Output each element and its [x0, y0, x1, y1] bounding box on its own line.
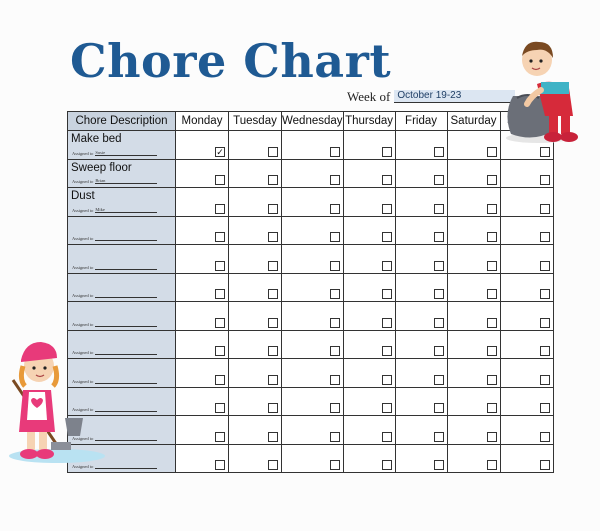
- checkbox[interactable]: [268, 147, 278, 157]
- checkbox[interactable]: [487, 175, 497, 185]
- checkbox[interactable]: [215, 289, 225, 299]
- boy-cleaning-illustration: [493, 34, 583, 146]
- checkbox[interactable]: [540, 175, 550, 185]
- day-cell: [176, 330, 229, 359]
- table-row: [68, 330, 554, 359]
- assigned-to-label: Assigned to: [72, 264, 94, 270]
- assigned-to-label: Assigned to: [72, 321, 94, 327]
- checkbox[interactable]: [330, 147, 340, 157]
- day-cell: [176, 131, 229, 160]
- day-cell: [176, 273, 229, 302]
- checkbox[interactable]: [540, 403, 550, 413]
- day-cell: [395, 245, 447, 274]
- chore-description-cell[interactable]: [68, 302, 176, 331]
- checkbox[interactable]: [434, 147, 444, 157]
- day-cell: [343, 302, 395, 331]
- day-cell: [447, 273, 500, 302]
- header-row: [68, 112, 554, 131]
- day-cell: [447, 216, 500, 245]
- day-cell: [395, 216, 447, 245]
- checkbox[interactable]: [434, 232, 444, 242]
- checkbox[interactable]: [268, 175, 278, 185]
- assigned-to: [72, 207, 157, 213]
- day-cell: [500, 444, 553, 473]
- checkbox[interactable]: [540, 289, 550, 299]
- chore-description-cell[interactable]: [68, 188, 176, 217]
- column-header-saturday: Saturday: [447, 112, 500, 131]
- chore-description-cell[interactable]: [68, 273, 176, 302]
- day-cell: [500, 330, 553, 359]
- day-cell: [500, 302, 553, 331]
- day-cell: [343, 359, 395, 388]
- page-title: Chore Chart: [70, 34, 392, 88]
- checkbox[interactable]: [215, 232, 225, 242]
- day-cell: [176, 416, 229, 445]
- assigned-to-label: Assigned to: [72, 207, 94, 213]
- column-header-thursday: Thursday: [343, 112, 395, 131]
- checkbox[interactable]: [330, 204, 340, 214]
- checkbox[interactable]: [268, 318, 278, 328]
- checkbox[interactable]: [330, 175, 340, 185]
- day-cell: [176, 302, 229, 331]
- day-cell: [343, 245, 395, 274]
- day-cell: [500, 159, 553, 188]
- assigned-to-label: Assigned to: [72, 179, 94, 184]
- chore-description-cell[interactable]: [68, 159, 176, 188]
- week-label: Week of: [347, 89, 391, 104]
- day-cell: [395, 330, 447, 359]
- checkbox[interactable]: [382, 204, 392, 214]
- checkbox[interactable]: [434, 460, 444, 470]
- chore-name: Dust: [71, 190, 95, 202]
- checkbox[interactable]: [540, 318, 550, 328]
- day-cell: [176, 216, 229, 245]
- day-cell: [229, 245, 282, 274]
- column-header-monday: Monday: [176, 112, 229, 131]
- checkbox[interactable]: [540, 204, 550, 214]
- day-cell: [282, 330, 344, 359]
- checkbox[interactable]: [382, 318, 392, 328]
- day-cell: [282, 302, 344, 331]
- checkbox[interactable]: [487, 346, 497, 356]
- checkbox[interactable]: [330, 375, 340, 385]
- table-row: [68, 302, 554, 331]
- checkbox[interactable]: [540, 261, 550, 271]
- table-row: [68, 188, 554, 217]
- checkbox[interactable]: [215, 175, 225, 185]
- day-cell: [447, 302, 500, 331]
- day-cell: [343, 387, 395, 416]
- day-cell: [176, 444, 229, 473]
- day-cell: [447, 359, 500, 388]
- girl-mopping-illustration: [7, 336, 117, 466]
- day-cell: [500, 387, 553, 416]
- day-cell: [282, 131, 344, 160]
- assigned-to-label: Assigned to: [72, 150, 94, 156]
- checkbox[interactable]: [434, 318, 444, 328]
- day-cell: [343, 159, 395, 188]
- checkbox[interactable]: [268, 204, 278, 214]
- day-cell: [343, 216, 395, 245]
- day-cell: [343, 131, 395, 160]
- checkbox[interactable]: [215, 432, 225, 442]
- assigned-to-value[interactable]: Brian: [95, 178, 157, 184]
- checkbox[interactable]: [268, 289, 278, 299]
- checkbox[interactable]: [382, 403, 392, 413]
- checkbox[interactable]: [434, 175, 444, 185]
- day-cell: [395, 302, 447, 331]
- chore-description-cell[interactable]: [68, 245, 176, 274]
- checkbox[interactable]: [268, 261, 278, 271]
- checkbox[interactable]: [268, 375, 278, 385]
- day-cell: [447, 444, 500, 473]
- day-cell: [229, 216, 282, 245]
- day-cell: [282, 444, 344, 473]
- checkbox[interactable]: [330, 261, 340, 271]
- checkbox[interactable]: [382, 460, 392, 470]
- checkbox[interactable]: [330, 289, 340, 299]
- day-cell: [500, 188, 553, 217]
- day-cell: [229, 359, 282, 388]
- checkbox[interactable]: [434, 261, 444, 271]
- day-cell: [395, 273, 447, 302]
- day-cell: [343, 330, 395, 359]
- day-cell: [500, 416, 553, 445]
- day-cell: [500, 216, 553, 245]
- assigned-to-value[interactable]: [95, 292, 157, 298]
- checkbox[interactable]: [268, 232, 278, 242]
- day-cell: [176, 245, 229, 274]
- day-cell: [229, 444, 282, 473]
- checkbox[interactable]: [487, 375, 497, 385]
- day-cell: [282, 245, 344, 274]
- checkbox[interactable]: [487, 318, 497, 328]
- checkbox[interactable]: [487, 204, 497, 214]
- chore-description-cell[interactable]: [68, 131, 176, 160]
- checkbox[interactable]: [434, 204, 444, 214]
- assigned-to-label: Assigned to: [72, 350, 94, 355]
- assigned-to: [72, 264, 157, 270]
- day-cell: [229, 159, 282, 188]
- table-row: [68, 387, 554, 416]
- column-header-friday: Friday: [395, 112, 447, 131]
- assigned-to-value[interactable]: Mike: [95, 207, 157, 213]
- day-cell: [176, 159, 229, 188]
- day-cell: [500, 359, 553, 388]
- day-cell: [395, 444, 447, 473]
- table-row: [68, 131, 554, 160]
- checkbox[interactable]: [540, 232, 550, 242]
- checkbox[interactable]: [330, 432, 340, 442]
- day-cell: [395, 159, 447, 188]
- table-row: [68, 416, 554, 445]
- assigned-to-value[interactable]: [95, 264, 157, 270]
- day-cell: [447, 245, 500, 274]
- checkbox[interactable]: [382, 289, 392, 299]
- checkbox[interactable]: [382, 432, 392, 442]
- column-header-tuesday: Tuesday: [229, 112, 282, 131]
- day-cell: [229, 273, 282, 302]
- table-row: [68, 159, 554, 188]
- assigned-to-label: Assigned to: [72, 464, 94, 469]
- checkbox[interactable]: [330, 232, 340, 242]
- day-cell: [282, 188, 344, 217]
- table-row: [68, 245, 554, 274]
- day-cell: [447, 159, 500, 188]
- table-row: [68, 444, 554, 473]
- day-cell: [229, 387, 282, 416]
- checkbox[interactable]: [487, 289, 497, 299]
- chore-table: [67, 111, 554, 473]
- day-cell: [395, 359, 447, 388]
- checkbox[interactable]: [382, 147, 392, 157]
- table-row: [68, 359, 554, 388]
- day-cell: [176, 387, 229, 416]
- checkbox[interactable]: [487, 403, 497, 413]
- day-cell: [447, 330, 500, 359]
- assigned-to-value[interactable]: Susie: [95, 150, 157, 156]
- assigned-to-label: Assigned to: [72, 378, 94, 384]
- day-cell: [229, 416, 282, 445]
- column-header-wednesday: Wednesday: [282, 112, 344, 131]
- checkbox[interactable]: [268, 432, 278, 442]
- day-cell: [395, 387, 447, 416]
- assigned-to: [72, 321, 157, 327]
- day-cell: [343, 273, 395, 302]
- day-cell: [282, 273, 344, 302]
- day-cell: [282, 216, 344, 245]
- day-cell: [176, 359, 229, 388]
- checkbox[interactable]: [215, 346, 225, 356]
- checkbox[interactable]: ✓: [216, 146, 224, 157]
- checkbox[interactable]: [540, 147, 550, 157]
- checkbox[interactable]: [330, 346, 340, 356]
- table-row: [68, 216, 554, 245]
- day-cell: [343, 444, 395, 473]
- checkbox[interactable]: [540, 432, 550, 442]
- checkbox[interactable]: [487, 261, 497, 271]
- day-cell: [229, 330, 282, 359]
- checkbox[interactable]: [382, 375, 392, 385]
- checkbox[interactable]: [215, 318, 225, 328]
- week-of: [347, 90, 515, 103]
- assigned-to: [72, 235, 157, 241]
- chore-description-cell[interactable]: [68, 216, 176, 245]
- day-cell: [282, 359, 344, 388]
- checkbox[interactable]: [382, 175, 392, 185]
- checkbox[interactable]: [382, 232, 392, 242]
- checkbox[interactable]: [434, 375, 444, 385]
- day-cell: [395, 416, 447, 445]
- chore-name: Make bed: [71, 133, 122, 145]
- checkbox[interactable]: [215, 460, 225, 470]
- checkbox[interactable]: [215, 403, 225, 413]
- checkbox[interactable]: [487, 232, 497, 242]
- checkbox[interactable]: [434, 403, 444, 413]
- assigned-to: [72, 178, 157, 184]
- day-cell: [395, 188, 447, 217]
- checkbox[interactable]: [268, 460, 278, 470]
- assigned-to-label: Assigned to: [72, 293, 94, 298]
- day-cell: [447, 188, 500, 217]
- checkbox[interactable]: [540, 346, 550, 356]
- day-cell: [343, 416, 395, 445]
- checkbox[interactable]: [487, 460, 497, 470]
- checkbox[interactable]: [330, 318, 340, 328]
- column-header-chore-description: Chore Description: [68, 112, 176, 131]
- chore-rows: [68, 131, 554, 473]
- day-cell: [282, 416, 344, 445]
- checkbox[interactable]: [487, 432, 497, 442]
- day-cell: [229, 302, 282, 331]
- checkbox[interactable]: [434, 346, 444, 356]
- day-cell: [447, 416, 500, 445]
- day-cell: [500, 273, 553, 302]
- week-field[interactable]: October 19-23: [394, 90, 515, 103]
- checkbox[interactable]: [215, 204, 225, 214]
- checkbox[interactable]: [540, 375, 550, 385]
- day-cell: [500, 245, 553, 274]
- assigned-to-value[interactable]: [95, 321, 157, 327]
- table-row: [68, 273, 554, 302]
- day-cell: [343, 188, 395, 217]
- checkbox[interactable]: [382, 261, 392, 271]
- checkbox[interactable]: [434, 289, 444, 299]
- assigned-to-label: Assigned to: [72, 435, 94, 441]
- day-cell: [447, 387, 500, 416]
- checkbox[interactable]: [215, 375, 225, 385]
- day-cell: [395, 131, 447, 160]
- day-cell: [282, 387, 344, 416]
- checkbox[interactable]: [382, 346, 392, 356]
- checkbox[interactable]: [215, 261, 225, 271]
- assigned-to: [72, 292, 157, 298]
- checkbox[interactable]: [434, 432, 444, 442]
- day-cell: [229, 188, 282, 217]
- chore-name: Sweep floor: [71, 161, 132, 174]
- checkbox[interactable]: [330, 403, 340, 413]
- day-cell: [176, 188, 229, 217]
- checkbox[interactable]: [268, 346, 278, 356]
- assigned-to: [72, 150, 157, 156]
- assigned-to-label: Assigned to: [72, 407, 94, 412]
- checkbox[interactable]: [268, 403, 278, 413]
- day-cell: [229, 131, 282, 160]
- assigned-to-value[interactable]: [95, 235, 157, 241]
- assigned-to-label: Assigned to: [72, 236, 94, 241]
- checkbox[interactable]: [540, 460, 550, 470]
- checkbox[interactable]: [330, 460, 340, 470]
- day-cell: [282, 159, 344, 188]
- checkbox[interactable]: [487, 147, 497, 157]
